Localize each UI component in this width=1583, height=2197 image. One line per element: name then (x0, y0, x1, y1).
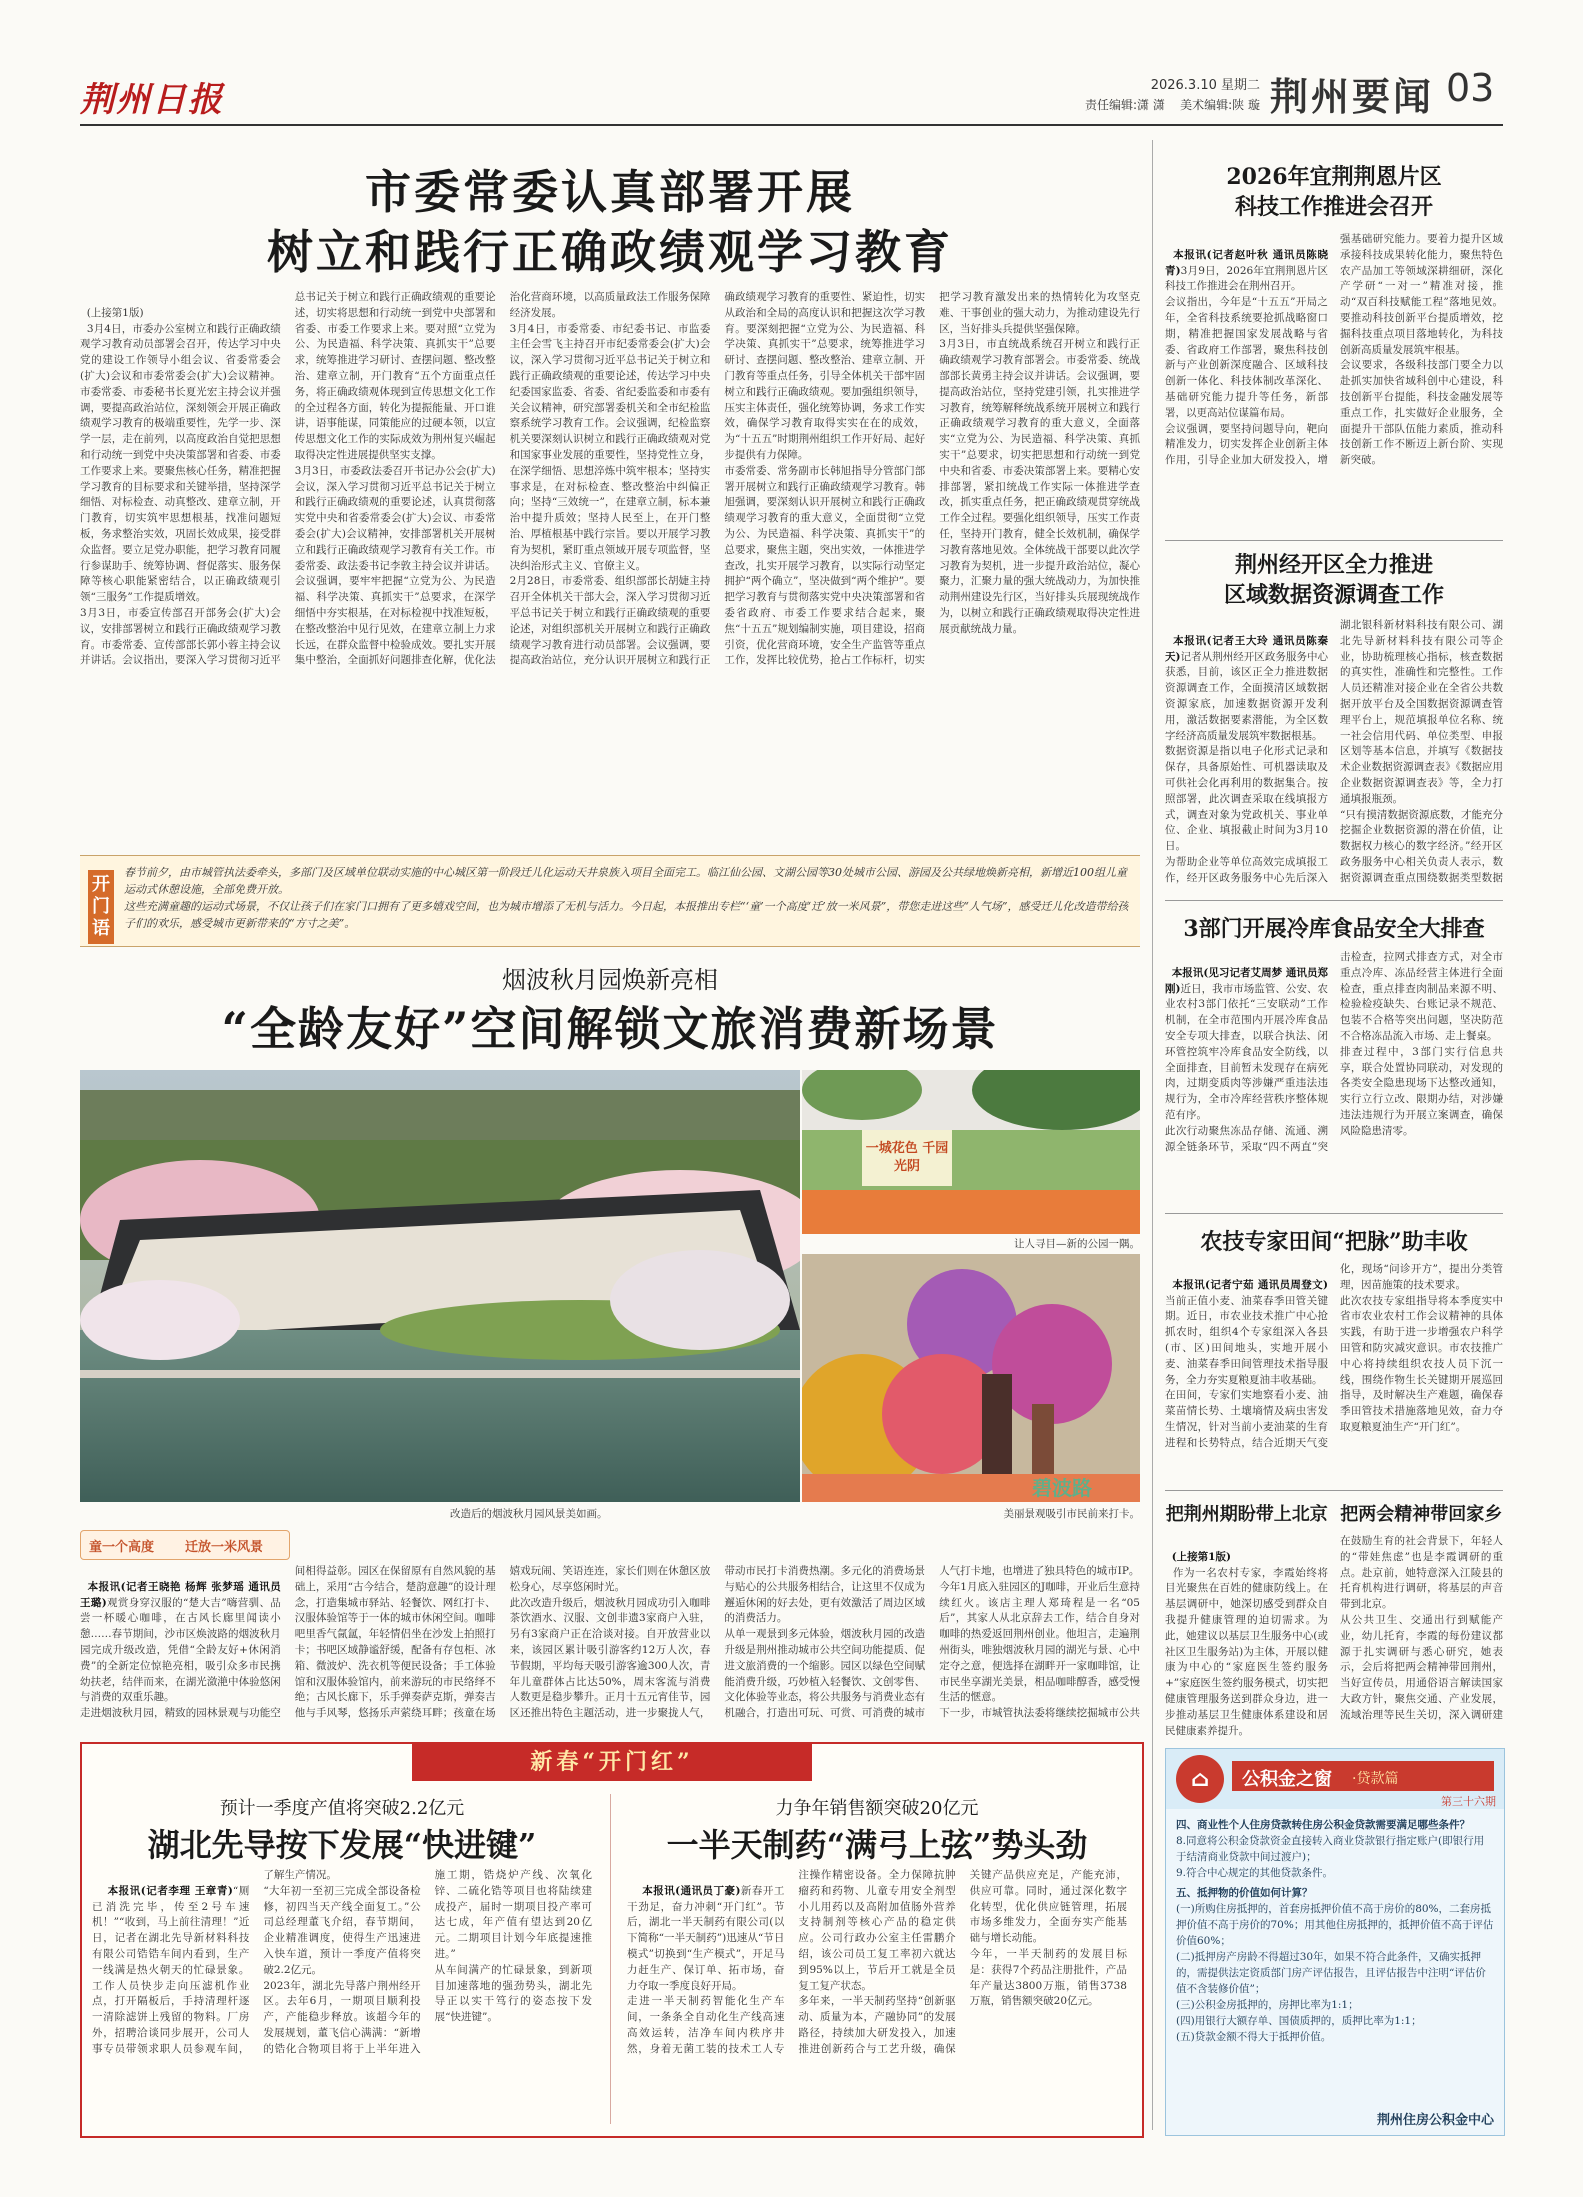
spring-divider (610, 1794, 611, 2124)
gjj-header (1166, 1749, 1504, 1809)
right-column-divider (1152, 140, 1153, 2130)
feature-byline: 本报讯(记者王晓艳 杨辉 张梦瑶 通讯员王璐) (80, 1580, 281, 1609)
page-editors: 责任编辑:潇 潇 美术编辑:陕 璇 (1085, 98, 1260, 112)
caption-left: 改造后的烟波秋月园风景美如画。 (450, 1508, 608, 1520)
gjj-box (1165, 1748, 1505, 2136)
a4-rule (1165, 1490, 1503, 1491)
spring-right-text: 新春开工干劲足，奋力冲刺“开门红”。节后，湖北一半天制药有限公司(以下简称“一半天制药”)迅速从“节日模式”切换到“生产模式”，开足马力赶生产、保订单、拓市场，奋力夺取一季度良好开局。 走进一半天制药智能化生产车间，一条条全自动化生产线高速高效运转，洁净车间内秩序井然，身着无菌工装的技术工人专注操作精密设备。全力保障抗肿瘤药和药物、儿童专用安全剂型小儿用药以及高附加值肠外营养支持制剂等核心产品的稳定供应。公司行政办公室主任雷鹏介绍，该公司员工复工率初六就达到95%以上，节后开工就是全员复工复产状态。 多年来，一半天制药坚持“创新驱动、质量为本，产融协同”的发展路径，持续加大研发投入，加速推进创新药合与工艺升级，确保关键产品供应充足，产能充沛，供应可靠。同时，通过深化数字化转型，优化供应链管理，拓展市场多维发力，全面夯实产能基础与增长动能。 今年，一半天制药的发展目标是：获得7个药品注册批件，产品年产量达3800万瓶，销售3738万瓶，销售额突破20亿元。 (627, 1869, 1127, 2055)
a5-body (1165, 1534, 1503, 1740)
gjj-q4: 四、商业性个人住房贷款转住房公积金贷款需要满足哪些条件？ (1176, 1819, 1470, 1831)
gjj-subtitle: ·贷款篇 (1352, 1771, 1399, 1787)
a5-cont: (上接第1版) (1171, 1550, 1231, 1563)
a1-headline (1165, 162, 1503, 222)
lead-text: 3月4日，市委办公室树立和践行正确政绩观学习教育动员部署会召开，传达学习中央党的建设工作领导小组会议、省委常委会(扩大)会议和市委常委会(扩大)会议精神。市委常委、市委秘书长夏光宏主持会议并强调，要提高政治站位，深刻领会开展正确政绩观学习教育的极端重要性，先学一步、深学一层，走在前列，以高度政治自觉把思想和行动统一到党中央决策部署和省委、市委工作要求上来。要聚焦核心任务，精准把握学习教育的目标要求和关键举措，坚持深学细悟、对标检查、动真整改、建章立制，开门教育，切实筑牢思想根基，找准问题短板，务求整治实效，巩固长效成果，接受群众监督。要立足党办职能，把学习教育同履行参谋助手、统筹协调、督促落实、服务保障等核心职能紧密结合，以正确政绩观引领“三服务”工作提质增效。 3月3日，市委宣传部召开部务会(扩大)会议，安排部署树立和践行正确政绩观学习教育。市委常委、宣传部部长郭小蓉主持会议并讲话。会议指出，要深入学习贯彻习近平总书记关于树立和践行正确政绩观的重要论述，切实将思想和行动统一到党中央部署和省委、市委工作要求上来。要对照“立党为公、为民造福、科学决策、真抓实干”总要求，统筹推进学习研讨、查摆问题、整改整治、建章立制，开门教育“五个方面重点任务，将正确政绩观体现到宣传思想文化工作的全过程各方面，转化为提振能量、开口谁讲，语事能谋，同策能应的过硬本领，以宣传思想文化工作的实际成效为荆州复兴崛起取得决定性进展提供坚实支撑。 3月3日，市委政法委召开书记办公会(扩大)会议，深入学习贯彻习近平总书记关于树立和践行正确政绩观的重要论述，认真贯彻落实党中央和省委常委会(扩大)会议、市委常委会(扩大)会议精神，安排部署机关开展树立和践行正确政绩观学习教育有关工作。市委常委、政法委书记李敦主持会议并讲话。会议强调，要牢牢把握“立党为公、为民造福、科学决策、真抓实干”总要求，在深学细悟中夯实根基，在对标检视中找准短板，在整改整治中见行见效，在建章立制上力求长远，在群众监督中检验成效。要扎实开展集中整治，全面抓好问题排查化解，优化法治化营商环境，以高质量政法工作服务保障经济发展。 3月4日，市委常委、市纪委书记、市监委主任会雪飞主持召开市纪委常委会(扩大)会议，深入学习贯彻习近平总书记关于树立和践行正确政绩观的重要论述，传达学习中央纪委国家监委、省委、省纪委监委和市委有关会议精神，研究部署委机关和全市纪检监察系统学习教育工作。会议强调，纪检监察机关要深刻认识树立和践行正确政绩观对党和国家事业发展的重要性，坚持党性立身，在深学细悟、思想淬炼中筑牢根本；坚持实事求是，在对标检查、整改整治中纠偏正向；坚持“三效统一”，在建章立制，标本兼治中提升质效；坚持人民至上，在开门整治、厚植根基中践行宗旨。要以开展学习教育为契机，紧盯重点领域开展专项监督，坚决纠治形式主义、官僚主义。 2月28日，市委常委、组织部部长胡婕主持召开全体机关干部大会，深入学习贯彻习近平总书记关于树立和践行正确政绩观的重要论述，对组织部机关开展树立和践行正确政绩观学习教育进行动员部署。会议强调，要提高政治站位，充分认识开展树立和践行正确政绩观学习教育的重要性、紧迫性，切实从政治和全局的高度认识和把握这次学习教育。要深刻把握“立党为公、为民造福、科学决策、真抓实干”总要求，统筹推进学习研讨、查摆问题、整改整治、建章立制、开门教育等重点任务，引导全体机关干部牢固树立和践行正确政绩观。要加强组织领导，压实主体责任，强化统筹协调，务求工作实效，确保学习教育取得实实在在的成效，为“十五五”时期荆州组织工作开好局、起好步提供有力保障。 市委常委、常务副市长韩旭指导分管部门部署开展树立和践行正确政绩观学习教育。韩旭强调，要深刻认识开展树立和践行正确政绩观学习教育的重大意义，全面贯彻“立党为公、为民造福、科学决策、真抓实干”的总要求，聚焦主题，突出实效，一体推进学查改，扎实开展学习教育，以实际行动坚定拥护“两个确立”，坚决做到“两个维护”。要把学习教育与贯彻落实党中央决策部署和省委省政府、市委工作要求结合起来，聚焦“十五五”规划编制实施，项目建设，招商引资，优化营商环境，安全生产监管等重点工作，发挥比较优势，抢占工作标杆，切实把学习教育激发出来的热情转化为攻坚克难、干事创业的强大动力，为推动建设先行区，当好排头兵提供坚强保障。 3月3日，市直统战系统召开树立和践行正确政绩观学习教育部署会。市委常委、统战部部长黄勇主持会议并讲话。会议强调，要提高政治站位，坚持党建引领，扎实推进学习教育，统筹解释统战系统开展树立和践行正确政绩观学习教育的重大意义，全面落实“立党为公、为民造福、科学决策、真抓实干”总要求，切实把思想和行动统一到党中央和省委、市委决策部署上来。要精心安排部署，紧扣统战工作实际一体推进学查改，抓实重点任务，把正确政绩观贯穿统战工作全过程。要强化组织领导，压实工作责任，坚持开门教育，健全长效机制，确保学习教育落地见效。全体统战干部要以此次学习教育为契机，进一步提升政治站位，凝心聚力，汇聚力量的强大统战动力，为加快推动荆州建设先行区，当好排头兵展现统战作为，以树立和践行正确政绩观取得决定性进展贡献统战力量。 (80, 291, 1140, 667)
a3-byline: 本报讯(见习记者艾周梦 通讯员郑刚) (1165, 966, 1328, 995)
section-title: 荆州要闻 (1270, 74, 1435, 119)
spring-right-body (627, 1868, 1127, 2128)
spring-left-kicker: 预计一季度产值将突破2.2亿元 (219, 1798, 465, 1819)
page-number: 03 (1446, 66, 1495, 110)
photo-side-caption: 让人寻目—新的公园一隅。 (1014, 1238, 1140, 1250)
gjj-q5-item-3: (三)公积金房抵押的，房押比率为1:1； (1176, 1999, 1359, 2011)
a4-byline: 本报讯(记者宁茹 通讯员周登文) (1172, 1278, 1328, 1291)
flower-sign-text: 一城花色 千园光阴 (865, 1141, 949, 1174)
column-tag-part2: 迁放一米风景 (185, 1540, 264, 1555)
gjj-issue: 第三十六期 (1441, 1795, 1496, 1808)
masthead (80, 60, 1503, 132)
a2-headline (1165, 550, 1503, 610)
kaimen-label: 开门语 (88, 870, 114, 944)
spring-left-byline: 本报讯(记者李理 王章青) (107, 1884, 233, 1897)
gjj-content (1176, 1817, 1494, 2107)
spring-left-body (92, 1868, 592, 2128)
spring-banner-text: 新春“开门红” (530, 1749, 694, 1775)
feature-kicker: 烟波秋月园焕新亮相 (502, 966, 718, 994)
column-tag (80, 1530, 290, 1560)
lead-cont: (上接第1版) (86, 306, 144, 319)
newspaper-logo: 荆州日报 (80, 80, 224, 120)
lead-body (80, 290, 1140, 830)
gjj-logo-icon: ⌂ (1176, 1755, 1224, 1803)
spring-right-kicker: 力争年销售额突破20亿元 (775, 1798, 979, 1819)
a2-text: 记者从荆州经开区政务服务中心获悉，目前，该区正全力推进数据资源调查工作，全面摸清区域数据资源家底，加速数据资源开发利用，激活数据要素潜能，为全区数字经济高质量发展筑牢数据根基。 数据资源是指以电子化形式记录和保存，具备原始性、可机器读取及可供社会化再利用的数据集合。按照部署，此次调查采取在线填报方式，调查对象为党政机关、事业单位、企业、填报截止时间为3月10日。 为帮助企业等单位高效完成填报工作，经开区政务服务中心先后深入湖北银科新材料科技有限公司、湖北先导新材料科技有限公司等企业，协助梳理核心指标，核查数据的真实性，准确性和完整性。工作人员还精准对接企业在全省公共数据开放平台及全国数据资源调查管理平台上，规范填报单位名称、统一社会信用代码、单位类型、申报区划等基本信息，并填写《数据技术企业数据资源调查表》《数据应用企业数据资源调查表》等，全力打通填报瓶颈。 “只有摸清数据资源底数，才能充分挖掘企业数据资源的潜在价值，让数据权力核心的数字经济。”经开区政务服务中心相关负责人表示，数据资源调查重点围绕数据类型数据 (1165, 619, 1503, 884)
a2-byline: 本报讯(记者王大玲 通讯员陈秦天) (1165, 634, 1328, 663)
spring-banner (412, 1743, 812, 1781)
kaimen-box (80, 855, 1140, 947)
gjj-q4-item-2: 9.符合中心规定的其他贷款条件。 (1176, 1867, 1334, 1879)
a1-headline-line1: 2026年宜荆荆恩片区 (1226, 164, 1442, 190)
a3-text: 近日，我市市场监管、公安、农业农村3部门依托“三安联动”工作机制，在全市范围内开展冷库食品安全专项大排查，以联合执法、闭环管控筑牢冷库食品安全防线，以全面排查，目前暂未发现存在病死肉，过期变质肉等涉嫌严重违法违规行为，全市冷库经营秩序整体规范有序。 此次行动聚焦冻品存储、流通、溯源全链条环节，采取“四不两直”突击检查，拉网式排查方式，对全市重点冷库、冻品经营主体进行全面检查，重点排查肉制品来源不明、检验检疫缺失、台账记录不规范、包装不合格等突出问题，坚决防范不合格冻品流入市场、走上餐桌。 排查过程中，3部门实行信息共享，联合处置协同联动，对发现的各类安全隐患现场下达整改通知，实行立行立改、限期办结，对涉嫌违法违规行为开展立案调查，确保风险隐患清零。 (1165, 951, 1503, 1153)
a5-text: 作为一名农村专家，李霞始终将目光聚焦在百姓的健康防线上。在基层调研中，她深切感受到群众自我提升健康管理的迫切需求。为此，她建议以基层卫生服务中心(或社区卫生服务站)为主体，开展以健康为中心的“家庭医生签约服务+”家庭医生签约服务模式，切实把健康管理服务送到群众身边，进一步推动基层卫生健康体系建设和居民健康素养提升。 在鼓励生育的社会背景下，年轻人的“带娃焦虑”也是李霞调研的重点。赴京前，她特意深入江陵县的托育机构进行调研，将基层的声音带到北京。 从公共卫生、交通出行到赋能产业，幼儿托育，李霞的每份建议都源于扎实调研与悉心研究，她表示，会后将把两会精神带回荆州，当好宣传员，用通俗语言解读国家大政方针，聚焦交通、产业发展，流域治理等民生关切，深入调研建 (1165, 1535, 1503, 1737)
column-tag-part1: 童一个高度 (89, 1540, 155, 1555)
a1-headline-line2: 科技工作推进会召开 (1234, 194, 1433, 220)
feature-headline: “全龄友好”空间解锁文旅消费新场景 (221, 1002, 999, 1056)
spring-right-byline: 本报讯(通讯员丁豪) (642, 1884, 741, 1897)
spring-left-text: “厕已消洗完毕，传至2号车速机！”“收到，马上前往清理！”近日，记者在湖北先导新材料科技有限公司锆锆车间内看到，生产一线满是热火朝天的忙碌景象。工作人员快步走向压滤机作业点，打开隔板后，手持清理杆逐一清除滤饼上残留的物料。厂房外，招聘洽谈同步展开，公司人事专员带领求职人员参观车间，了解生产情况。 “大年初一至初三完成全部设备检修，初四当天产线全面复工。”公司总经理董飞介绍，春节期间，企业精准调度，使得生产迅速进入快车道，预计一季度产值将突破2.2亿元。 2023年，湖北先导落户荆州经开区。去年6月，一期项目顺利投产，产能稳步释放。该超今年的发展规划，董飞信心满满：“新增的锆化合物项目将于上半年进入施工期，锆烧炉产线、次氧化锌、二硫化锆等项目也将陆续建成投产，届时一期项目投产率可达七成，年产值有望达到20亿元。二期项目计划今年底提速推进。” 从车间满产的忙碌景象，到新项目加速落地的强劲势头，湖北先导正以实干笃行的姿态按下发展“快进键”。 (92, 1869, 592, 2055)
a4-headline: 农技专家田间“把脉”助丰收 (1200, 1229, 1468, 1255)
a2-headline-line1: 荆州经开区全力推进 (1234, 552, 1433, 578)
a3-body (1165, 950, 1503, 1205)
a4-body (1165, 1262, 1503, 1482)
photo-flower-visitors (802, 1254, 1140, 1502)
gjj-footer: 荆州住房公积金中心 (1376, 2113, 1494, 2128)
flower-sign-illustration (802, 1070, 1140, 1234)
masthead-rule (80, 124, 1503, 126)
lead-headline-line1: 市委常委认真部署开展 (365, 165, 855, 219)
a1-body (1165, 232, 1503, 532)
photo-park-aerial (80, 1070, 800, 1502)
feature-text: 观赏身穿汉服的“楚大吉”嗨营驯、品尝一杯暖心咖啡，在古风长廊里闻读小憩……春节期间，沙市区焕波路的烟波秋月园完成升级改造，凭借“全龄友好+休闲消费”的全新定位惊艳亮相，吸引众多市民携幼扶老，结伴而来，在湖光潋滟中体验悠闲与消费的双重乐趣。 走进烟波秋月园，精致的园林景观与功能空间相得益彰。园区在保留原有自然风貌的基础上，采用“古今结合，楚韵意趣”的设计理念，打造集城市驿站、轻餐饮、网红打卡、汉服体验馆等于一体的城市休闲空间。咖啡吧里香气氤氲，年轻情侣坐在沙发上拍照打卡；书吧区域静谧舒缓，配备有存包柜、冰箱、微波炉、洗衣机等便民设备；手工体验馆和汉服体验馆内，前来游玩的市民络绎不绝；古风长廊下，乐手弹奏萨克斯，弹奏吉他与手风琴，悠扬乐声萦绕耳畔；孩童在场嬉戏玩闹、笑语连连，家长们则在休憩区放松身心，尽享悠闲时光。 此次改造升级后，烟波秋月园成功引入咖啡茶饮酒水、汉服、文创非遗3家商户入驻，另有3家商户正在洽谈对接。自开放营业以来，该园区累计吸引游客约12万人次，春节假期，平均每天吸引游客逾300人次，青年儿童群体占比达50%，周末客流与消费人数更是稳步攀升。正月十五元宵佳节，园区还推出特色主题活动，进一步聚拢人气，带动市民打卡消费热潮。多元化的消费场景与贴心的公共服务相结合，让这里不仅成为邂逅休闲的好去处，更有效激活了周边区域的消费活力。 从单一观景到多元体验，烟波秋月园的改造升级是荆州推动城市公共空间功能提质、促进文旅消费的一个缩影。园区以绿色空间赋能消费升级，巧妙植入轻餐饮、文创零售、文化体验等业态，将公共服务与消费业态有机融合，打造出可玩、可赏、可消费的城市人气打卡地，也增进了独具特色的城市IP。 今年1月底入驻园区的J咖啡，开业后生意持续红火。该店主理人郑琦程是一名“05后”，其家人从北京辞去工作，结合自身对咖啡的热爱返回荆州创业。他坦言，走遍荆州街头，唯独烟波秋月园的湖光与景、心中定夺之意，便选择在湖畔开一家咖啡馆，让市民坐享湖光美景，相品咖啡醇香，感受慢生活的惬意。 下一步，市城管执法委将继续挖掘城市公共 (80, 1565, 1140, 1720)
a1-rule (1165, 540, 1503, 541)
feature-body (80, 1564, 1140, 1730)
a2-rule (1165, 900, 1503, 901)
gjj-title-bar (1232, 1761, 1494, 1791)
lead-headline-line2: 树立和践行正确政绩观学习教育 (267, 225, 953, 279)
a1-text: 3月9日，2026年宜荆荆恩片区科技工作推进会在荆州召开。 会议指出，今年是“十五五”开局之年，全省科技系统要抢抓战略窗口期，精准把握国家发展战略与省委、省政府工作部署，聚焦科技创新与产业创新深度融合、区域科技创新一体化、科技体制改革深化、基础研究能力提升等任务，新部署，以更高站位谋篇布局。 会议强调，要坚持问题导向，靶向精准发力，切实发挥企业创新主体作用，引导企业加大研发投入，增强基础研究能力。要着力提升区域承接科技成果转化能力，聚焦特色农产品加工等领域深耕细研，深化产学研“一对一”精准对接，推动“双百科技赋能工程”落地见效。要推动科技创新平台提质增效，挖掘科技重点项目落地转化，为科技创新高质量发展筑牢根基。 会议要求，各级科技部门要全力以赴抓实加快省域科创中心建设，科技创新平台提能，科技金融发展等重点工作，扎实做好企业服务，全面提升干部队伍能力素质，推动科技创新工作不断迈上新台阶、实现新突破。 (1165, 233, 1503, 467)
gjj-q5: 五、抵押物的价值如何计算？ (1176, 1887, 1313, 1899)
photo-flower-sign (802, 1070, 1140, 1234)
lead-headline (80, 162, 1140, 282)
a3-rule (1165, 1213, 1503, 1214)
spring-right-title: 一半天制药“满弓上弦”势头劲 (666, 1826, 1088, 1864)
kaimen-text: 春节前夕，由市城管执法委牵头，多部门及区域单位联动实施的中心城区第一阶段迁儿化运动天井泉族入项目全面完工。临江仙公园、文湖公园等30处城市公园、游园及公共绿地焕新亮相，新增近100组儿童运动式休憩设施，全部免费开放。 这些充满童趣的运动式场景，不仅让孩子们在家门口拥有了更多嬉戏空间，也为城市增添了无机与活力。今日起，本报推出专栏“‘童’一个高度‘迁’放一米风景”，带您走进这些“人气场”，感受迁儿化改造带给孩子们的欢乐，感受城市更新带来的“方寸之美”。 (124, 866, 1129, 930)
a4-text: 当前正值小麦、油菜春季田管关键期。近日，市农业技术推广中心抢抓农时，组织4个专家组深入各县(市、区)田间地头，实地开展小麦、油菜春季田间管理技术指导服务，全力夯实夏粮夏油丰收基础。 在田间，专家们实地察看小麦、油菜苗情长势、土壤墒情及病虫害发生情况，针对当前小麦油菜的生育进程和长势特点，结合近期天气变化，现场“问诊开方”，提出分类管理，因苗施策的技术要求。 此次农技专家组指导将本季度实中省市农业农村工作会议精神的具体实践，有助于进一步增强农户科学田管和防灾减灾意识。市农技推广中心将持续组织农技人员下沉一线，围绕作物生长关键期开展巡回指导，及时解决生产难题，确保春季田管技术措施落地见效，奋力夺取夏粮夏油生产“开门红”。 (1165, 1263, 1503, 1449)
spring-section (80, 1742, 1144, 2138)
gjj-q4-item-1: 8.同意将公积金贷款资金直接转入商业贷款银行指定账户(即银行用于结清商业贷款中间过渡户)； (1176, 1835, 1485, 1863)
a5-headline: 把荆州期盼带上北京 把两会精神带回家乡 (1165, 1504, 1503, 1525)
park-aerial-illustration (80, 1070, 800, 1502)
a1-byline: 本报讯(记者赵叶秋 通讯员陈晓青) (1165, 248, 1328, 277)
a2-body (1165, 618, 1503, 888)
a3-headline: 3部门开展冷库食品安全大排查 (1183, 916, 1485, 942)
gjj-title: 公积金之窗 (1242, 1769, 1332, 1790)
gjj-q5-item-2: (二)抵押房产房龄不得超过30年，如果不符合此条件，又确实抵押的，需提供法定资质部门房产评估报告，且评估报告中注明“评估价值不含装修价值”； (1176, 1951, 1486, 1995)
gjj-q5-item-5: (五)贷款金额不得大于抵押价值。 (1176, 2031, 1332, 2043)
a2-headline-line2: 区域数据资源调查工作 (1223, 582, 1444, 608)
caption-right: 美丽景观吸引市民前来打卡。 (1003, 1508, 1140, 1520)
issue-date: 2026.3.10 星期二 (1150, 78, 1260, 93)
flower-visitors-illustration (802, 1254, 1140, 1502)
gjj-q5-item-1: (一)所购住房抵押的，首套房抵押价值不高于房价的80%，二套房抵押价值不高于房价的70%；用其他住房抵押的，抵押价值不高于评估价值60%； (1176, 1903, 1494, 1947)
spring-left-title: 湖北先导按下发展“快进键” (147, 1826, 537, 1864)
photo-stone-label: 碧波路 (1032, 1476, 1092, 1500)
gjj-q5-item-4: (四)用银行大额存单、国债质押的，质押比率为1:1； (1176, 2015, 1422, 2027)
